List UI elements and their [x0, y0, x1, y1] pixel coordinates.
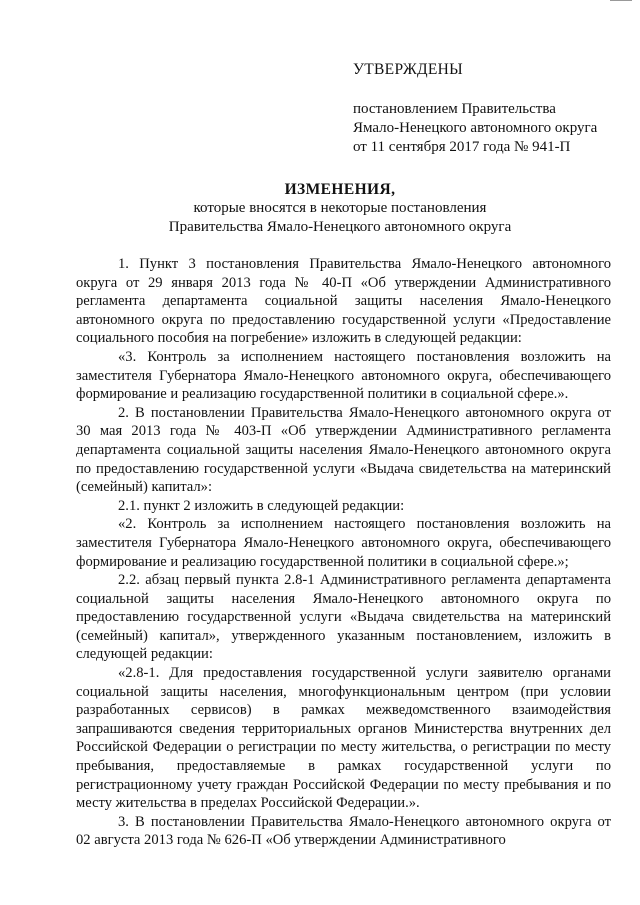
document-subtitle-line: Правительства Ямало-Ненецкого автономного округа [168, 219, 512, 235]
approval-line: постановлением Правительства [353, 101, 556, 117]
approval-block [353, 60, 623, 157]
paragraph-3: 3. В постановлении Правительства Ямало-Ненецкого автономного округа от 02 августа 2013 года № 626-П «Об утверждении Административного [76, 813, 611, 849]
paragraph-2-1-quote: «2. Контроль за исполнением настоящего постановления возложить на заместителя Губернатора Ямало-Ненецкого автономного округа, обеспечивающего формирование и реализацию государственной политики в социальной сфере.»; [76, 516, 611, 570]
approval-line: Ямало-Ненецкого автономного округа [353, 120, 598, 136]
scan-corner-mark [610, 0, 632, 3]
paragraph-1-quote: «3. Контроль за исполнением настоящего постановления возложить на заместителя Губернатора Ямало-Ненецкого автономного округа, обеспечивающего формирование и реализацию государственной политики в социальной сфере.». [76, 348, 611, 403]
document-body [76, 255, 611, 850]
paragraph-2-2: 2.2. абзац первый пункта 2.8-1 Административного регламента департамента социальной защиты населения Ямало-Ненецкого автономного округа по предоставлению государственной услуги «Выдача свидетельства на материнский (семейный) капитал», утвержденного указанным постановлением, изложить в следующей редакции: [76, 572, 611, 663]
document-title: ИЗМЕНЕНИЯ, [284, 181, 396, 198]
paragraph-1: 1. Пункт 3 постановления Правительства Ямало-Ненецкого автономного округа от 29 января 2013 года № 40-П «Об утверждении Административного регламента департамента социальной защиты населения Ямало-Ненецкого автономного округа по предоставлению государственной услуги «Предоставление социального пособия на погребение» изложить в следующей редакции: [76, 256, 611, 347]
paragraph-2: 2. В постановлении Правительства Ямало-Ненецкого автономного округа от 30 мая 2013 года № 403-П «Об утверждении Административного регламента департамента социальной защиты населения Ямало-Ненецкого автономного округа по предоставлению государственной услуги «Выдача свидетельства на материнский (семейный) капитал»: [76, 404, 611, 496]
paragraph-2-1: 2.1. пункт 2 изложить в следующей редакции: [118, 497, 405, 514]
document-subtitle-line: которые вносятся в некоторые постановления [193, 200, 487, 216]
approval-heading: УТВЕРЖДЕНЫ [353, 61, 463, 78]
document-title-block [60, 180, 620, 237]
paragraph-2-2-quote: «2.8-1. Для предоставления государственной услуги заявителю органами социальной защиты населения, многофункциональным центром (при условии разработанных сервисов) в рамках межведомственного взаимодействия запрашиваются сведения территориальных органов Министерства внутренних дел Российской Федерации о регистрации по месту жительства, о регистрации по месту пребывания, предоставляемые в рамках государственной услуги по регистрационному учету граждан Российской Федерации по месту пребывания и по месту жительства в пределах Российской Федерации.». [76, 665, 611, 812]
approval-line: от 11 сентября 2017 года № 941-П [353, 139, 571, 155]
